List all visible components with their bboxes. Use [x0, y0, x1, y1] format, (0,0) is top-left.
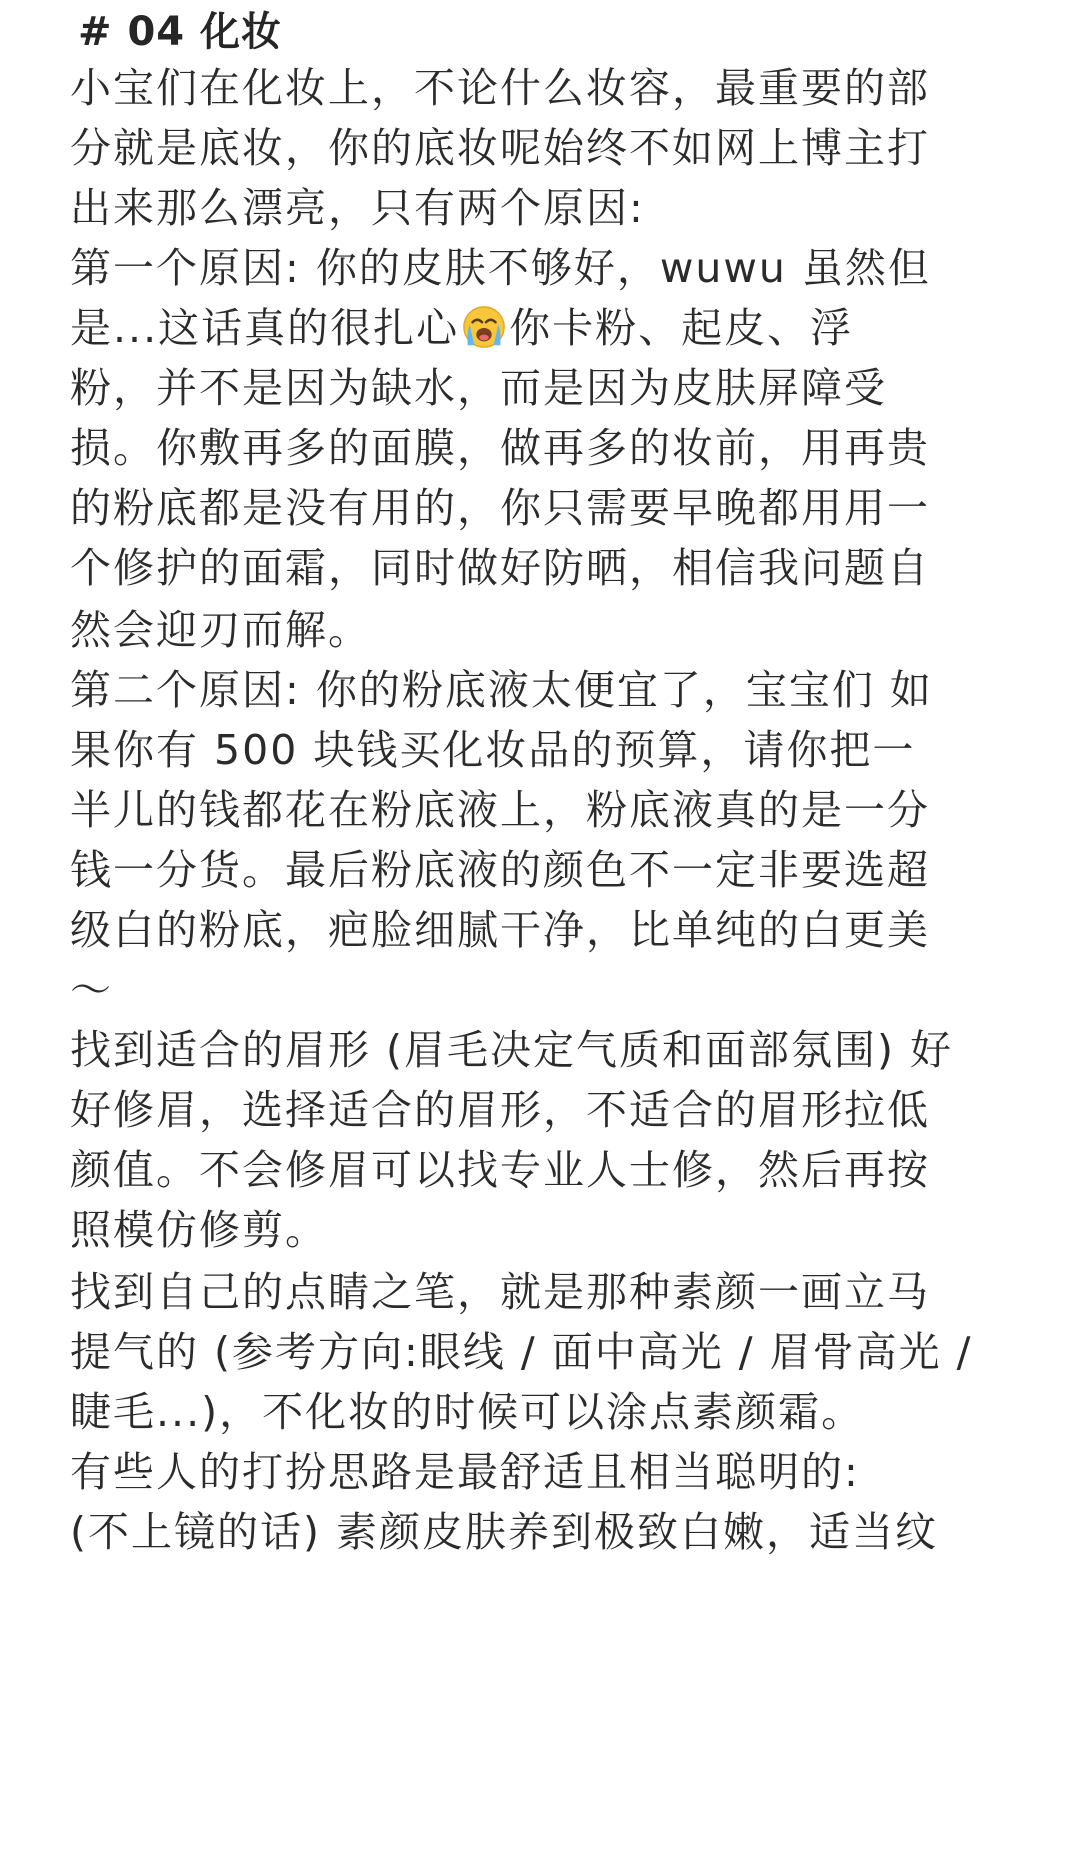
text-line: 小宝们在化妆上，不论什么妆容，最重要的部 [70, 64, 930, 112]
text-line: 分就是底妆，你的底妆呢始终不如网上博主打 [70, 124, 930, 172]
text-line: 找到自己的点睛之笔，就是那种素颜一画立马 [70, 1268, 930, 1316]
text-line: 提气的 (参考方向:眼线 / 面中高光 / 眉骨高光 / [70, 1328, 973, 1376]
text-line: 然会迎刃而解。 [70, 606, 371, 654]
text-line: 钱一分货。最后粉底液的颜色不一定非要选超 [70, 846, 930, 894]
text-segment: 是...这话真的很扎心 [70, 304, 460, 352]
text-line: 好修眉，选择适合的眉形，不适合的眉形拉低 [70, 1086, 930, 1134]
text-line: 颜值。不会修眉可以找专业人士修，然后再按 [70, 1146, 930, 1194]
text-line: 的粉底都是没有用的，你只需要早晚都用用一 [70, 484, 930, 532]
text-line: 级白的粉底，疤脸细腻干净，比单纯的白更美 [70, 906, 930, 954]
text-line: 粉，并不是因为缺水，而是因为皮肤屏障受 [70, 364, 887, 412]
text-line: 第二个原因: 你的粉底液太便宜了，宝宝们 如 [70, 666, 933, 714]
loudly-crying-face-icon [461, 304, 507, 350]
section-heading: # 04 化妆 [78, 9, 283, 55]
text-line: 半儿的钱都花在粉底液上，粉底液真的是一分 [70, 786, 930, 834]
text-line: 第一个原因: 你的皮肤不够好，wuwu 虽然但 [70, 244, 931, 292]
text-line: 照模仿修剪。 [70, 1206, 328, 1254]
text-line: ～ [70, 966, 113, 1014]
text-line: 找到适合的眉形 (眉毛决定气质和面部氛围) 好 [70, 1026, 954, 1074]
text-line: 出来那么漂亮，只有两个原因: [70, 184, 645, 232]
text-line: 睫毛...)，不化妆的时候可以涂点素颜霜。 [70, 1388, 865, 1436]
text-line: 个修护的面霜，同时做好防晒，相信我问题自 [70, 544, 930, 592]
text-line: 果你有 500 块钱买化妆品的预算，请你把一 [70, 726, 916, 774]
text-line: (不上镜的话) 素颜皮肤养到极致白嫩，适当纹 [70, 1508, 939, 1556]
text-line: 损。你敷再多的面膜，做再多的妆前，用再贵 [70, 424, 930, 472]
text-line: 有些人的打扮思路是最舒适且相当聪明的: [70, 1448, 860, 1496]
text-segment: 你卡粉、起皮、浮 [509, 304, 854, 352]
